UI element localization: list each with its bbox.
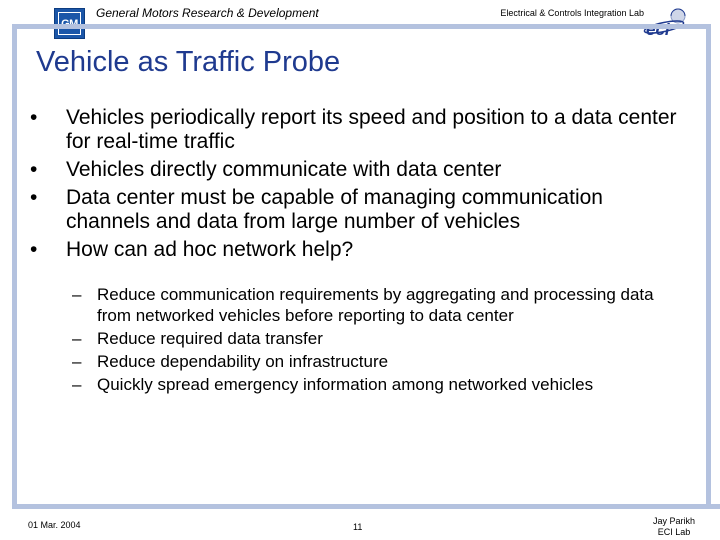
author-lab: ECI Lab (657, 527, 691, 537)
bullet-marker: • (30, 158, 38, 181)
sub-bullet-marker: – (72, 375, 82, 394)
sub-bullet-list (72, 284, 692, 397)
bullet-text: Vehicles directly communicate with data center (66, 158, 502, 181)
bullet-text: Data center must be capable of managing communication channels and data from large number of vehicles (66, 186, 603, 233)
bullet-text: How can ad hoc network help? (66, 238, 354, 261)
footer-author (653, 516, 695, 538)
eci-logo-text: eci (646, 20, 670, 38)
slide-frame-shadow-bottom (12, 504, 720, 509)
sub-bullet-item (72, 351, 692, 372)
slide-frame-shadow-right (706, 24, 711, 506)
bullet-marker: • (30, 186, 38, 209)
gm-logo-text: GM (58, 12, 81, 35)
bullet-item (30, 186, 690, 234)
sub-bullet-item (72, 284, 692, 326)
sub-bullet-text: Reduce dependability on infrastructure (97, 352, 389, 371)
page-number: 11 (353, 522, 363, 532)
bullet-item (30, 238, 690, 262)
bullet-item (30, 158, 690, 182)
sub-bullet-item (72, 374, 692, 395)
bullet-marker: • (30, 238, 38, 261)
bullet-text: Vehicles periodically report its speed and position to a data center for real-time traffic (66, 106, 677, 153)
bullet-item (30, 106, 690, 154)
sub-bullet-item (72, 328, 692, 349)
sub-bullet-marker: – (72, 329, 82, 348)
sub-bullet-marker: – (72, 285, 82, 304)
sub-bullet-text: Reduce required data transfer (97, 329, 323, 348)
footer-date: 01 Mar. 2004 (28, 520, 81, 530)
bullet-marker: • (30, 106, 38, 129)
sub-bullet-text: Quickly spread emergency information among networked vehicles (97, 375, 594, 394)
author-name: Jay Parikh (653, 516, 696, 526)
bullet-list (30, 106, 690, 266)
slide-title: Vehicle as Traffic Probe (36, 46, 341, 78)
organization-name: General Motors Research & Development (96, 6, 319, 20)
sub-bullet-marker: – (72, 352, 82, 371)
lab-name: Electrical & Controls Integration Lab (500, 8, 644, 18)
sub-bullet-text: Reduce communication requirements by aggregating and processing data from networked vehicles before reporting to data center (97, 285, 654, 325)
